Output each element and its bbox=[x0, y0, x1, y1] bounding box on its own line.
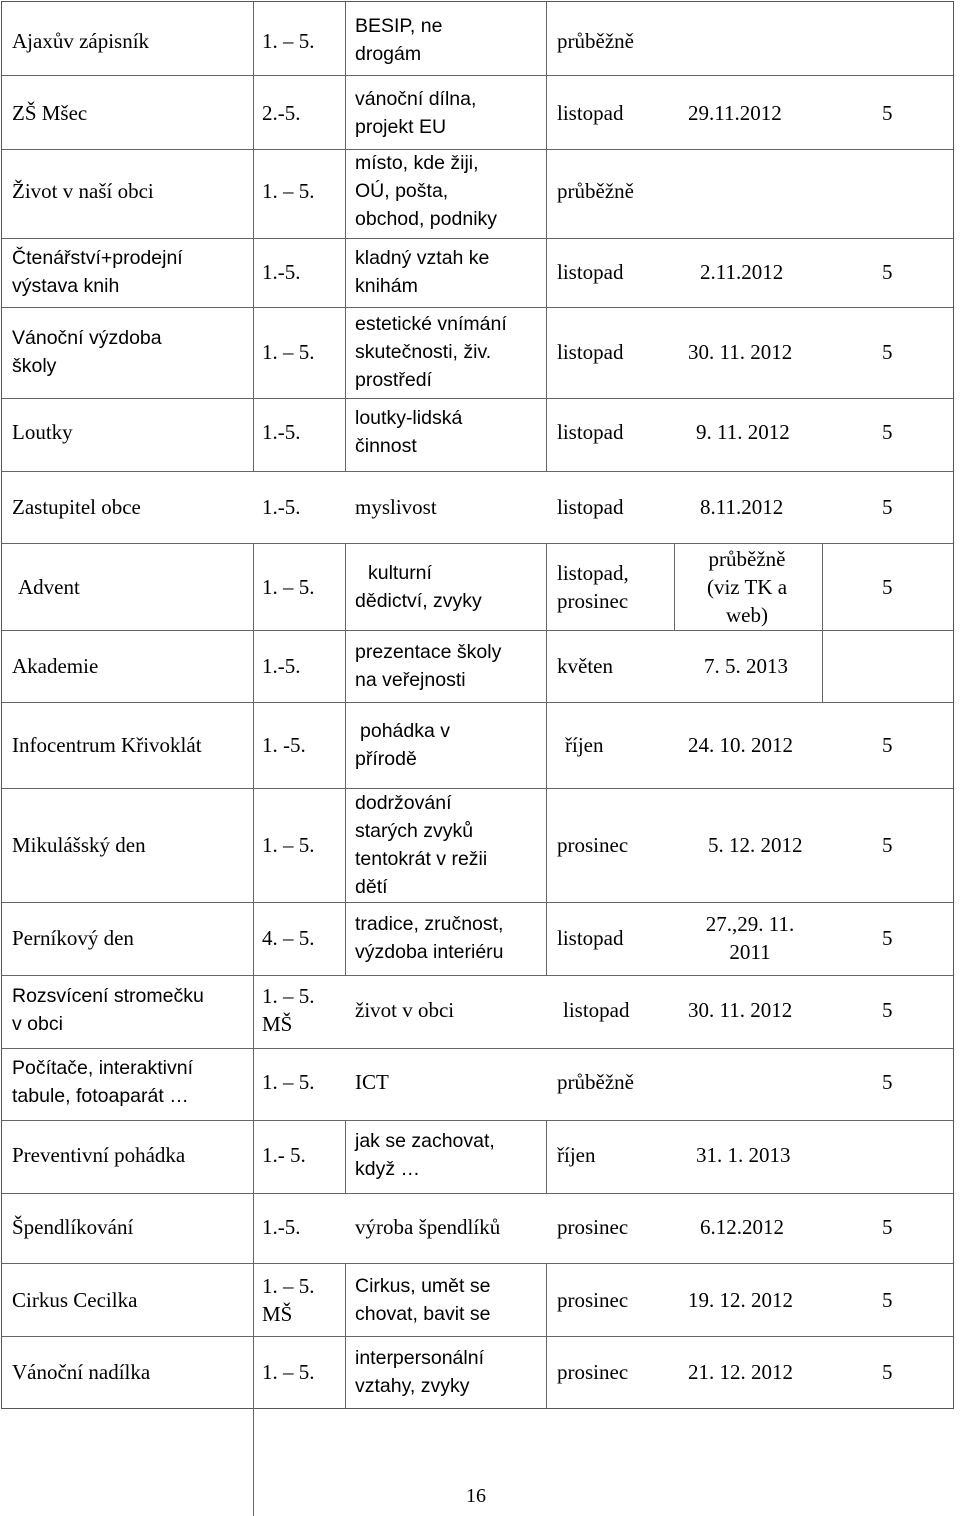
row-topic: Cirkus, umět se bbox=[355, 1275, 491, 1297]
row-grade: 1. – 5. bbox=[262, 1360, 315, 1384]
row-grade: 1. -5. bbox=[262, 733, 306, 757]
row-topic: když … bbox=[355, 1158, 421, 1180]
row-name: v obci bbox=[12, 1013, 63, 1035]
row-month: listopad bbox=[557, 260, 624, 284]
row-topic: myslivost bbox=[355, 495, 437, 519]
col-divider bbox=[345, 1263, 346, 1408]
row-date: (viz TK a bbox=[706, 575, 788, 599]
row-hours: 5 bbox=[882, 101, 893, 125]
row-topic: tentokrát v režii bbox=[355, 848, 488, 870]
row-divider bbox=[2, 238, 953, 239]
row-name: Zastupitel obce bbox=[12, 495, 141, 519]
row-divider bbox=[2, 630, 953, 631]
row-grade: 1. – 5. bbox=[262, 833, 315, 857]
row-month: prosinec bbox=[557, 1215, 629, 1239]
row-date: 6.12.2012 bbox=[700, 1215, 784, 1239]
row-grade: 1.-5. bbox=[262, 420, 301, 444]
row-name: Mikulášský den bbox=[12, 833, 146, 857]
row-divider bbox=[2, 471, 953, 472]
col-divider bbox=[546, 2, 547, 471]
row-topic: život v obci bbox=[355, 998, 455, 1022]
row-topic: drogám bbox=[355, 43, 422, 65]
row-grade: 1. – 5. bbox=[262, 575, 315, 599]
row-topic: kladný vztah ke bbox=[355, 247, 490, 269]
row-divider bbox=[2, 398, 953, 399]
row-name: Vánoční nadílka bbox=[12, 1360, 151, 1384]
row-divider bbox=[2, 1120, 953, 1121]
row-date: 5. 12. 2012 bbox=[708, 833, 803, 857]
row-hours: 5 bbox=[882, 495, 893, 519]
row-topic: přírodě bbox=[355, 748, 417, 770]
row-topic: jak se zachovat, bbox=[355, 1130, 495, 1152]
row-grade: 1.-5. bbox=[262, 654, 301, 678]
col-divider bbox=[345, 543, 346, 975]
row-name: Rozsvícení stromečku bbox=[12, 985, 204, 1007]
row-topic: loutky-lidská bbox=[355, 407, 463, 429]
row-name: Čtenářství+prodejní bbox=[12, 247, 183, 269]
col-divider bbox=[253, 1263, 254, 1408]
row-hours: 5 bbox=[882, 575, 893, 599]
row-topic: na veřejnosti bbox=[355, 669, 466, 691]
row-topic: OÚ, pošta, bbox=[355, 180, 449, 202]
row-month: průběžně bbox=[557, 29, 634, 53]
row-month: listopad bbox=[557, 340, 624, 364]
row-name: Ajaxův zápisník bbox=[12, 29, 150, 53]
row-month: listopad bbox=[557, 926, 624, 950]
row-topic: skutečnosti, živ. bbox=[355, 341, 492, 363]
row-month: prosinec bbox=[557, 1288, 629, 1312]
row-date: 27.,29. 11. bbox=[705, 912, 795, 936]
row-topic: dětí bbox=[355, 876, 388, 898]
row-topic: činnost bbox=[355, 435, 417, 457]
row-grade: 1. – 5. bbox=[262, 984, 315, 1008]
row-date: 8.11.2012 bbox=[700, 495, 784, 519]
row-month: listopad bbox=[557, 495, 624, 519]
row-name: Život v naší obci bbox=[12, 179, 154, 203]
row-date: 7. 5. 2013 bbox=[704, 654, 788, 678]
row-name: Advent bbox=[18, 575, 80, 599]
row-month: listopad, bbox=[557, 561, 629, 585]
col-divider bbox=[822, 543, 823, 702]
row-topic: ICT bbox=[355, 1070, 389, 1094]
row-hours: 5 bbox=[882, 1070, 893, 1094]
row-grade: 2.-5. bbox=[262, 101, 301, 125]
row-topic: BESIP, ne bbox=[355, 15, 443, 37]
row-date: 24. 10. 2012 bbox=[688, 733, 793, 757]
row-grade: 4. – 5. bbox=[262, 926, 315, 950]
row-topic: kulturní bbox=[368, 562, 432, 584]
row-name: Cirkus Cecilka bbox=[12, 1288, 138, 1312]
row-topic: obchod, podniky bbox=[355, 208, 498, 230]
row-topic: prostředí bbox=[355, 369, 432, 391]
row-month: průběžně bbox=[557, 179, 634, 203]
row-name: Špendlíkování bbox=[12, 1215, 134, 1239]
row-topic: tradice, zručnost, bbox=[355, 913, 504, 935]
row-name: Vánoční výzdoba bbox=[12, 327, 162, 349]
row-divider bbox=[2, 975, 953, 976]
row-grade: 1. – 5. bbox=[262, 1274, 315, 1298]
row-divider bbox=[2, 702, 953, 703]
col-divider bbox=[546, 1263, 547, 1408]
row-topic: knihám bbox=[355, 275, 418, 297]
row-grade: 1. – 5. bbox=[262, 1070, 315, 1094]
row-name: školy bbox=[12, 355, 57, 377]
row-topic: prezentace školy bbox=[355, 641, 502, 663]
row-topic: vánoční dílna, bbox=[355, 88, 477, 110]
row-name: Loutky bbox=[12, 420, 73, 444]
row-divider bbox=[2, 75, 953, 76]
row-divider bbox=[2, 543, 953, 544]
row-hours: 5 bbox=[882, 340, 893, 364]
row-date: 2.11.2012 bbox=[700, 260, 784, 284]
row-grade: MŠ bbox=[262, 1302, 293, 1326]
row-date: 2011 bbox=[729, 940, 771, 964]
row-date: 31. 1. 2013 bbox=[696, 1143, 791, 1167]
row-divider bbox=[2, 1263, 953, 1264]
row-hours: 5 bbox=[882, 833, 893, 857]
row-date: 30. 11. 2012 bbox=[688, 998, 793, 1022]
row-hours: 5 bbox=[882, 260, 893, 284]
row-topic: interpersonální bbox=[355, 1347, 484, 1369]
row-name: tabule, fotoaparát … bbox=[12, 1085, 189, 1107]
row-month: prosinec bbox=[557, 589, 629, 613]
row-topic: dědictví, zvyky bbox=[355, 590, 482, 612]
row-divider bbox=[2, 1336, 953, 1337]
row-month: listopad bbox=[557, 420, 624, 444]
row-grade: 1. – 5. bbox=[262, 340, 315, 364]
row-hours: 5 bbox=[882, 998, 893, 1022]
row-date: 29.11.2012 bbox=[688, 101, 782, 125]
col-divider bbox=[546, 543, 547, 975]
row-date: průběžně bbox=[708, 547, 786, 571]
row-month: květen bbox=[557, 654, 613, 678]
row-date: 21. 12. 2012 bbox=[688, 1360, 793, 1384]
row-hours: 5 bbox=[882, 733, 893, 757]
row-hours: 5 bbox=[882, 1288, 893, 1312]
row-topic: projekt EU bbox=[355, 116, 447, 138]
row-hours: 5 bbox=[882, 1215, 893, 1239]
row-topic: místo, kde žiji, bbox=[355, 152, 479, 174]
row-name: Infocentrum Křivoklát bbox=[12, 733, 202, 757]
row-topic: vztahy, zvyky bbox=[355, 1375, 470, 1397]
row-month: prosinec bbox=[557, 833, 629, 857]
row-grade: 1.-5. bbox=[262, 1215, 301, 1239]
page-number: 16 bbox=[466, 1485, 486, 1507]
row-date: 9. 11. 2012 bbox=[696, 420, 790, 444]
row-grade: 1.-5. bbox=[262, 495, 301, 519]
row-date: 30. 11. 2012 bbox=[688, 340, 793, 364]
row-topic: dodržování bbox=[355, 792, 452, 814]
row-name: Počítače, interaktivní bbox=[12, 1057, 194, 1079]
row-divider bbox=[2, 307, 953, 308]
row-topic: pohádka v bbox=[360, 720, 450, 742]
row-grade: 1.-5. bbox=[262, 260, 301, 284]
row-date: web) bbox=[726, 603, 768, 627]
row-topic: estetické vnímání bbox=[355, 313, 507, 335]
row-grade: MŠ bbox=[262, 1012, 293, 1036]
row-topic: starých zvyků bbox=[355, 820, 474, 842]
col-divider bbox=[253, 2, 254, 471]
row-grade: 1. – 5. bbox=[262, 29, 315, 53]
row-month: říjen bbox=[557, 1143, 596, 1167]
col-divider bbox=[546, 1120, 547, 1193]
row-month: listopad bbox=[563, 998, 630, 1022]
row-month: průběžně bbox=[557, 1070, 634, 1094]
row-name: Preventivní pohádka bbox=[12, 1143, 186, 1167]
row-divider bbox=[2, 1048, 953, 1049]
row-topic: výzdoba interiéru bbox=[355, 941, 504, 963]
row-topic: výroba špendlíků bbox=[355, 1215, 501, 1239]
row-name: Perníkový den bbox=[12, 926, 134, 950]
row-month: listopad bbox=[557, 101, 624, 125]
col-divider bbox=[345, 1120, 346, 1193]
row-divider bbox=[2, 788, 953, 789]
row-hours: 5 bbox=[882, 420, 893, 444]
row-hours: 5 bbox=[882, 1360, 893, 1384]
row-month: prosinec bbox=[557, 1360, 629, 1384]
row-topic: chovat, bavit se bbox=[355, 1303, 491, 1325]
row-grade: 1. – 5. bbox=[262, 179, 315, 203]
row-grade: 1.- 5. bbox=[262, 1143, 306, 1167]
row-name: výstava knih bbox=[12, 275, 120, 297]
row-divider bbox=[2, 1193, 953, 1194]
row-name: Akademie bbox=[12, 654, 99, 678]
row-month: říjen bbox=[565, 733, 604, 757]
row-hours: 5 bbox=[882, 926, 893, 950]
row-divider bbox=[2, 902, 953, 903]
row-name: ZŠ Mšec bbox=[12, 101, 88, 125]
col-divider bbox=[345, 2, 346, 471]
row-date: 19. 12. 2012 bbox=[688, 1288, 793, 1312]
